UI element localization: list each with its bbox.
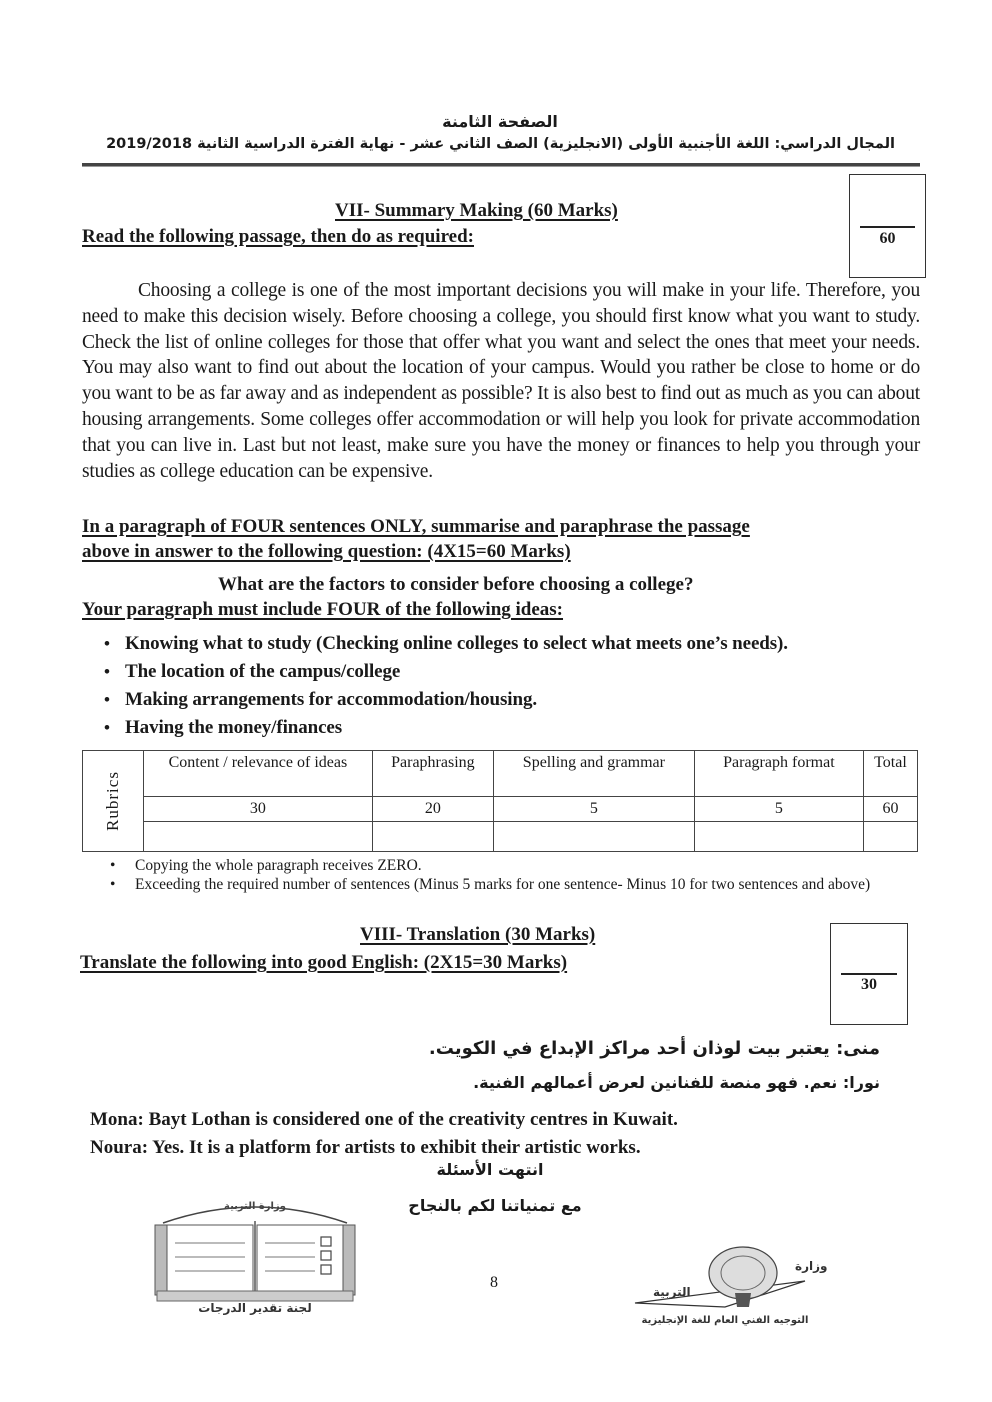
left-stamp-caption: لجنة تقدير الدرجات: [198, 1301, 312, 1315]
idea-item: • Knowing what to study (Checking online colleges to select what meets one’s needs).: [100, 630, 788, 658]
rubric-header-format: Paragraph format: [694, 751, 863, 797]
ideas-heading: Your paragraph must include FOUR of the following ideas:: [82, 599, 564, 620]
idea-item: • The location of the campus/college: [100, 658, 788, 686]
rubric-table: [82, 750, 918, 852]
rubric-mark: 20: [372, 797, 493, 822]
section-7-title: VII- Summary Making (60 Marks): [335, 200, 618, 221]
note-item: • Exceeding the required number of sentences (Minus 5 marks for one sentence- Minus 10 for two sentences and above): [108, 875, 898, 894]
score-line: [860, 226, 915, 228]
kuwait-emblem-icon: [625, 1245, 855, 1315]
rubric-side-label: Rubrics: [83, 751, 144, 852]
page-number: 8: [490, 1274, 498, 1291]
section-7-mark-box: [849, 174, 926, 278]
section-8-max-mark: 30: [861, 976, 877, 993]
score-line: [841, 973, 897, 975]
ideas-list: [100, 630, 788, 742]
rubric-score-cell[interactable]: [493, 822, 694, 852]
rubric-mark: 30: [143, 797, 372, 822]
logo-word-ministry: وزارة: [795, 1259, 828, 1273]
rubric-header-paraphrasing: Paraphrasing: [372, 751, 493, 797]
rubric-score-cell[interactable]: [143, 822, 372, 852]
english-translation-line-2: Noura: Yes. It is a platform for artists to exhibit their artistic works.: [90, 1137, 641, 1158]
summary-question: What are the factors to consider before choosing a college?: [218, 574, 694, 595]
arabic-line-2: نورا: نعم. فهو منصة للفنانين لعرض أعمالهم الفنية.: [473, 1073, 880, 1092]
section-7-max-mark: 60: [879, 230, 896, 247]
idea-item: • Making arrangements for accommodation/housing.: [100, 686, 788, 714]
rubric-mark: 5: [694, 797, 863, 822]
note-item: • Copying the whole paragraph receives ZERO.: [108, 856, 898, 875]
idea-item: • Having the money/finances: [100, 714, 788, 742]
english-translation-line-1: Mona: Bayt Lothan is considered one of the creativity centres in Kuwait.: [90, 1109, 678, 1130]
passage-text: Choosing a college is one of the most important decisions you will make in your life. Therefore, you need to make this decision wisely. Before choosing a college, you should first know what you want to study. Check the list of online colleges for those that offer what you want and select the ones that meet your needs. You may also want to find out about the location of your campus. Would you rather be close to home or do you want to be as far away and as independent as possible? It is also best to find out as much as you can about housing arrangements. Some colleges offer accommodation or will help you look for private accommodation that you can live in. Last but not least, make sure you have the money or finances to help you through your studies as college education can be expensive.: [82, 280, 920, 482]
rubric-score-cell[interactable]: [863, 822, 917, 852]
arabic-line-1: منى: يعتبر بيت لوذان أحد مراكز الإبداع في الكويت.: [428, 1038, 880, 1059]
section-8-title: VIII- Translation (30 Marks): [360, 924, 596, 945]
rubric-score-row: [83, 822, 918, 852]
rubric-header-content: Content / relevance of ideas: [143, 751, 372, 797]
rubric-header-row: [83, 751, 918, 797]
rubric-notes: [108, 856, 898, 894]
rubric-mark: 60: [863, 797, 917, 822]
good-luck-wishes: مع تمنياتنا لكم بالنجاح: [408, 1196, 582, 1215]
rubric-score-cell[interactable]: [372, 822, 493, 852]
left-stamp-top-text: وزارة التربية: [224, 1201, 286, 1212]
rubric-mark: 5: [493, 797, 694, 822]
header-divider: [82, 163, 920, 167]
rubric-marks-row: [83, 797, 918, 822]
rubric-header-spelling: Spelling and grammar: [493, 751, 694, 797]
grading-committee-stamp: [145, 1195, 365, 1320]
task-instruction-line-1: In a paragraph of FOUR sentences ONLY, summarise and paraphrase the passage: [82, 516, 750, 537]
ministry-logo: [625, 1245, 855, 1340]
end-of-questions: انتهت الأسئلة: [436, 1160, 544, 1179]
logo-word-education: التربية: [653, 1285, 691, 1299]
page-label-arabic: الصفحة الثامنة: [442, 112, 558, 131]
logo-caption: التوجيه الفني العام للغة الإنجليزية: [641, 1315, 809, 1326]
rubric-score-cell[interactable]: [694, 822, 863, 852]
subject-line-arabic: المجال الدراسي: اللغة الأجنبية الأولى (الانجليزية) الصف الثاني عشر - نهاية الفترة الدراسية الثانية 2019/2018: [106, 136, 895, 152]
reading-passage: [82, 278, 920, 484]
rubric-header-total: Total: [863, 751, 917, 797]
section-7-instruction: Read the following passage, then do as required:: [82, 226, 474, 247]
section-8-mark-box: [830, 923, 908, 1025]
task-instruction-line-2: above in answer to the following question: (4X15=60 Marks): [82, 541, 571, 562]
section-8-instruction: Translate the following into good English: (2X15=30 Marks): [80, 952, 568, 973]
